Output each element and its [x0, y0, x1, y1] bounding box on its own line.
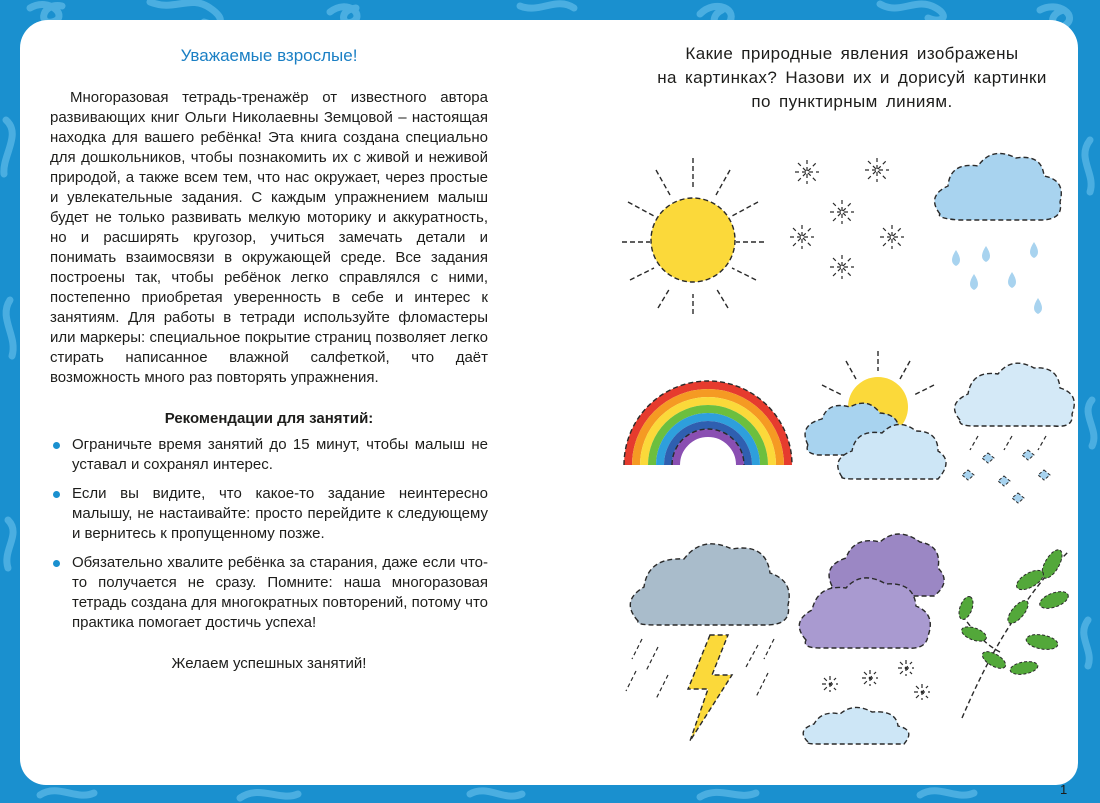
sun-icon[interactable] — [618, 150, 768, 315]
bullet-icon — [53, 491, 60, 498]
sun-behind-clouds-icon[interactable] — [798, 345, 948, 505]
page-number: 1 — [1060, 782, 1068, 797]
task-line: на картинках? Назови их и дорисуй картинки — [657, 68, 1047, 87]
hail-cloud-icon[interactable] — [948, 358, 1078, 508]
recommendation-item — [50, 553, 488, 633]
recommendation-text: Если вы видите, что какое-то задание неинтересно малышу, не настаивайте: просто перейдите к следующему и вернитесь к пропущенному позже. — [72, 485, 488, 542]
workbook-spread — [20, 20, 1078, 797]
recommendations-list — [50, 435, 488, 633]
page-heading: Уважаемые взрослые! — [180, 46, 358, 65]
green-branch-icon[interactable] — [950, 542, 1075, 722]
task-instruction — [622, 42, 1082, 114]
recommendations-title: Рекомендации для занятий: — [164, 410, 374, 427]
recommendation-text: Ограничьте время занятий до 15 минут, чтобы малыш не уставал и сохранял интерес. — [72, 436, 488, 473]
rain-cloud-icon[interactable] — [926, 150, 1068, 320]
bullet-icon — [53, 442, 60, 449]
bullet-icon — [53, 560, 60, 567]
thunderstorm-icon[interactable] — [618, 535, 798, 745]
recommendation-text: Обязательно хвалите ребёнка за старания, даже если что-то получается не сразу. Помните: наша многоразовая тетрадь создана для многократных повторений, потому что практика помогает достичь успеха! — [72, 554, 488, 631]
closing-wish: Желаем успешных занятий! — [171, 655, 367, 672]
snow-cloud-icon[interactable] — [792, 532, 952, 752]
recommendation-item — [50, 484, 488, 544]
intro-paragraph: Многоразовая тетрадь-тренажёр от известного автора развивающих книг Ольги Николаевны Земцовой – настоящая находка для вашего ребёнка! Эта книга создана специально для дошкольников, чтобы познакомить их с живой и неживой природой, а также всем тем, что нас окружает, через простые и увлекательные задания. С каждым упражнением малыш будет не только развивать мелкую моторику и аккуратность, но и расширять кругозор, учиться замечать детали и понимать взаимосвязи в окружающей среде. Все задания построены так, чтобы ребёнок легко справлялся с ними, постепенно приобретая уверенность в себе и интерес к занятиям. Для работы в тетради используйте фломастеры или маркеры: специальное покрытие страниц позволяет легко стирать написанное влажной салфеткой, что даёт возможность много раз повторять упражнения. — [50, 89, 488, 386]
task-line: Какие природные явления изображены — [685, 44, 1019, 63]
snowflakes-icon[interactable] — [782, 152, 932, 312]
task-line: по пунктирным линиям. — [751, 92, 953, 111]
recommendation-item — [50, 435, 488, 475]
left-page — [50, 42, 488, 672]
rainbow-icon[interactable] — [618, 365, 798, 475]
